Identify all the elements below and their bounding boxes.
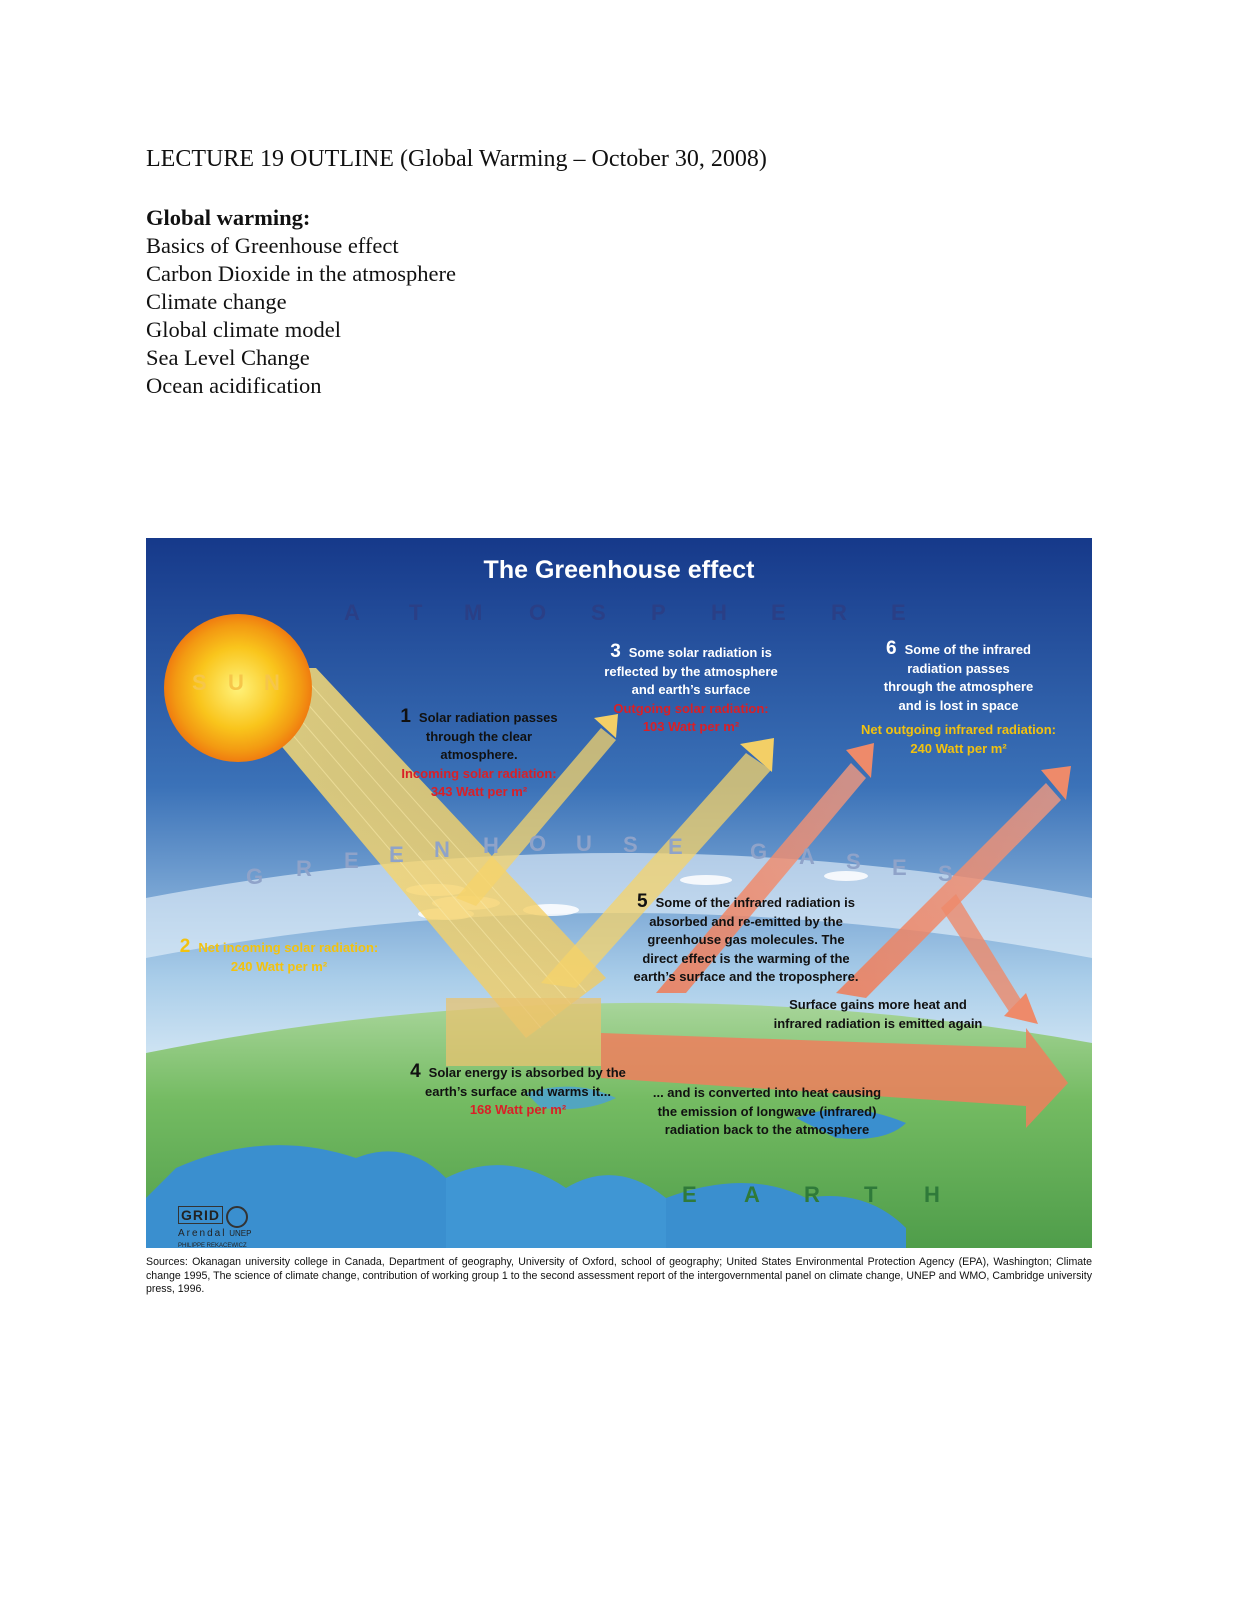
figure-title: The Greenhouse effect: [483, 556, 755, 584]
topic-item: Ocean acidification: [146, 373, 322, 398]
grid-logo-text: GRID: [178, 1206, 223, 1224]
earth-label: E A R T H: [682, 1182, 940, 1207]
unep-text: UNEP: [229, 1229, 252, 1238]
arendal-text: Arendal: [178, 1228, 227, 1239]
step-1-text: 1 Solar radiation passes through the clear atmosphere. Incoming solar radiation: 343 Watt per m²: [400, 706, 558, 799]
topic-item: Sea Level Change: [146, 345, 310, 370]
surface-gain-text: Surface gains more heat and infrared radiation is emitted again: [773, 997, 983, 1031]
step-6-text: 6 Some of the infrared radiation passes through the atmosphere and is lost in space Net outgoing infrared radiation: 240 Watt per m²: [861, 638, 1056, 756]
lecture-title: LECTURE 19 OUTLINE (Global Warming – October 30, 2008): [146, 146, 767, 172]
step-2-text: 2 Net incoming solar radiation: 240 Watt per m²: [179, 936, 379, 974]
outline-section: [146, 204, 456, 400]
logo-credit: PHILIPPE REKACEWICZ: [178, 1243, 247, 1248]
topic-list: [146, 232, 456, 400]
topic-item: Climate change: [146, 289, 287, 314]
absorbed-energy-block: [446, 998, 601, 1066]
topic-item: Global climate model: [146, 317, 341, 342]
step-4-text: 4 Solar energy is absorbed by the earth’s surface and warms it... 168 Watt per m²: [410, 1061, 626, 1117]
atmosphere-label: A T M O S P H E R E: [344, 600, 906, 625]
step-4b-text: ... and is converted into heat causing the emission of longwave (infrared) radiation back to the atmosphere: [652, 1085, 882, 1137]
grid-arendal-logo: [178, 1206, 251, 1248]
step-5-text: 5 Some of the infrared radiation is absorbed and re-emitted by the greenhouse gas molecules. The direct effect is the warming of the earth’s surface and the troposphere.: [633, 891, 859, 984]
greenhouse-effect-figure: The Greenhouse effect A T M O S P H E R E G R E E N H O U S E G A S E S S U N E A R T H 1 Solar radiation passes through the clear atmosphere. Incoming solar radiation: 343 Watt per m² 2 Net incoming solar radiation: 240 Watt per m² 3 Some solar radiation is reflected by the atmosphere and earth’s surface Outgoing solar radiation: 103 Watt per m² 6 Some of the infrared radiation passes through the atmosphere and is lost in space Net outgoing infrared radiation: 240 Watt per m² 5 Some of the infrared radiation is absorbed and re-emitted by the greenhouse gas molecules. The direct effect is the warming of the earth’s surface and the troposphere. Surface gains more heat and infrared radiation is emitted again 4 Solar energy is absorbed by the earth’s surface and warms it... 168 Watt per m² ... and is converted into heat causing the emission of longwave (infrared) radiation back to the atmosphere GRID Arendal UNEP PHILIPPE REKACEWICZ: [146, 538, 1092, 1248]
step-3-text: 3 Some solar radiation is reflected by the atmosphere and earth’s surface Outgoing solar radiation: 103 Watt per m²: [604, 641, 778, 734]
topic-item: Carbon Dioxide in the atmosphere: [146, 261, 456, 286]
greenhouse-gases-label: G R E E N H O U S E G A S E S: [246, 831, 953, 889]
topic-item: Basics of Greenhouse effect: [146, 233, 399, 258]
unep-logo-icon: [226, 1206, 248, 1228]
section-heading: Global warming:: [146, 205, 311, 230]
sources-caption: Sources: Okanagan university college in Canada, Department of geography, University of Oxford, school of geography; United States Environmental Protection Agency (EPA), Washington; Climate change 1995, The science of climate change, contribution of working group 1 to the second assessment report of the intergovernmental panel on climate change, UNEP and WMO, Cambridge university press, 1996.: [146, 1256, 1092, 1295]
